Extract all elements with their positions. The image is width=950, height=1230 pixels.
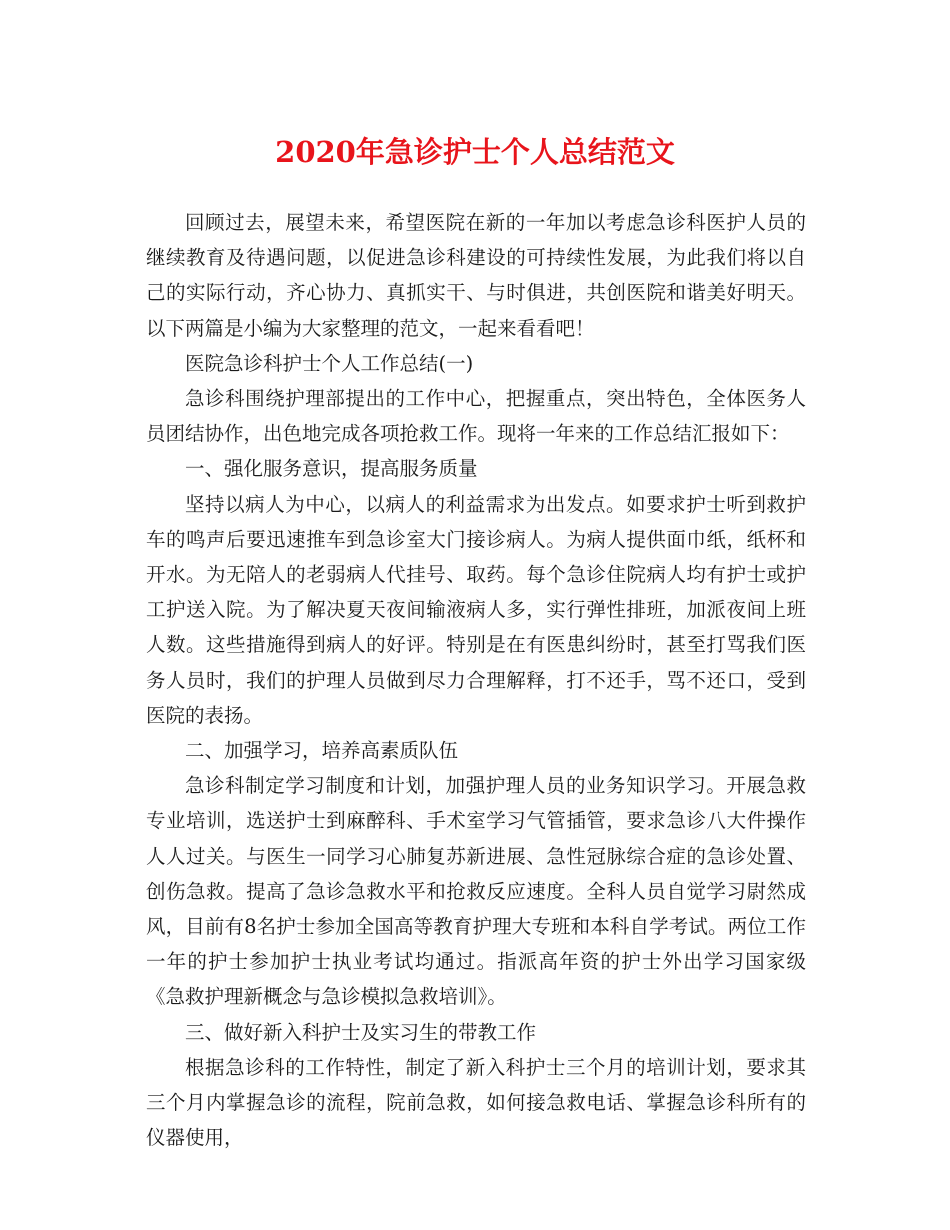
section-heading-service: 一、强化服务意识，提高服务质量: [185, 457, 478, 481]
paragraph-learning: 急诊科制定学习制度和计划，加强护理人员的业务知识学习。开展急救专业培训，选送护士到麻醉科、手术室学习气管插管，要求急诊八大件操作人人过关。与医生一同学习心肺复苏新进展、急性冠脉综合症的急诊处置、创伤急救。提高了急诊急救水平和抢救反应速度。全科人员自觉学习尉然成风，目前有8名护士参加全国高等教育护理大专班和本科自学考试。两位工作一年的护士参加护士执业考试均通过。指派高年资的护士外出学习国家级《急救护理新概念与急诊模拟急救培训》。: [146, 774, 806, 1009]
paragraph-overview: 急诊科围绕护理部提出的工作中心，把握重点，突出特色，全体医务人员团结协作，出色地完成各项抢救工作。现将一年来的工作总结汇报如下：: [146, 387, 806, 446]
paragraph-service: 坚持以病人为中心，以病人的利益需求为出发点。如要求护士听到救护车的鸣声后要迅速推车到急诊室大门接诊病人。为病人提供面巾纸，纸杯和开水。为无陪人的老弱病人代挂号、取药。每个急诊住院病人均有护士或护工护送入院。为了解决夏天夜间输液病人多，实行弹性排班，加派夜间上班人数。这些措施得到病人的好评。特别是在有医患纠纷时，甚至打骂我们医务人员时，我们的护理人员做到尽力合理解释，打不还手，骂不还口，受到医院的表扬。: [146, 492, 806, 727]
paragraph-training: 根据急诊科的工作特性，制定了新入科护士三个月的培训计划，要求其三个月内掌握急诊的流程，院前急救，如何接急救电话、掌握急诊科所有的仪器使用，: [146, 1055, 806, 1150]
paragraph-intro: 回顾过去，展望未来，希望医院在新的一年加以考虑急诊科医护人员的继续教育及待遇问题，以促进急诊科建设的可持续性发展，为此我们将以自己的实际行动，齐心协力、真抓实干、与时俱进，共创医院和谐美好明天。以下两篇是小编为大家整理的范文，一起来看看吧！: [146, 211, 806, 340]
document-title: 2020年急诊护士个人总结范文: [275, 135, 675, 169]
document-body: [146, 205, 806, 1155]
section-heading-training: 三、做好新入科护士及实习生的带教工作: [185, 1020, 537, 1044]
section-heading-learning: 二、加强学习，培养高素质队伍: [185, 739, 459, 763]
section-heading-summary-one: 医院急诊科护士个人工作总结(一): [185, 351, 474, 375]
